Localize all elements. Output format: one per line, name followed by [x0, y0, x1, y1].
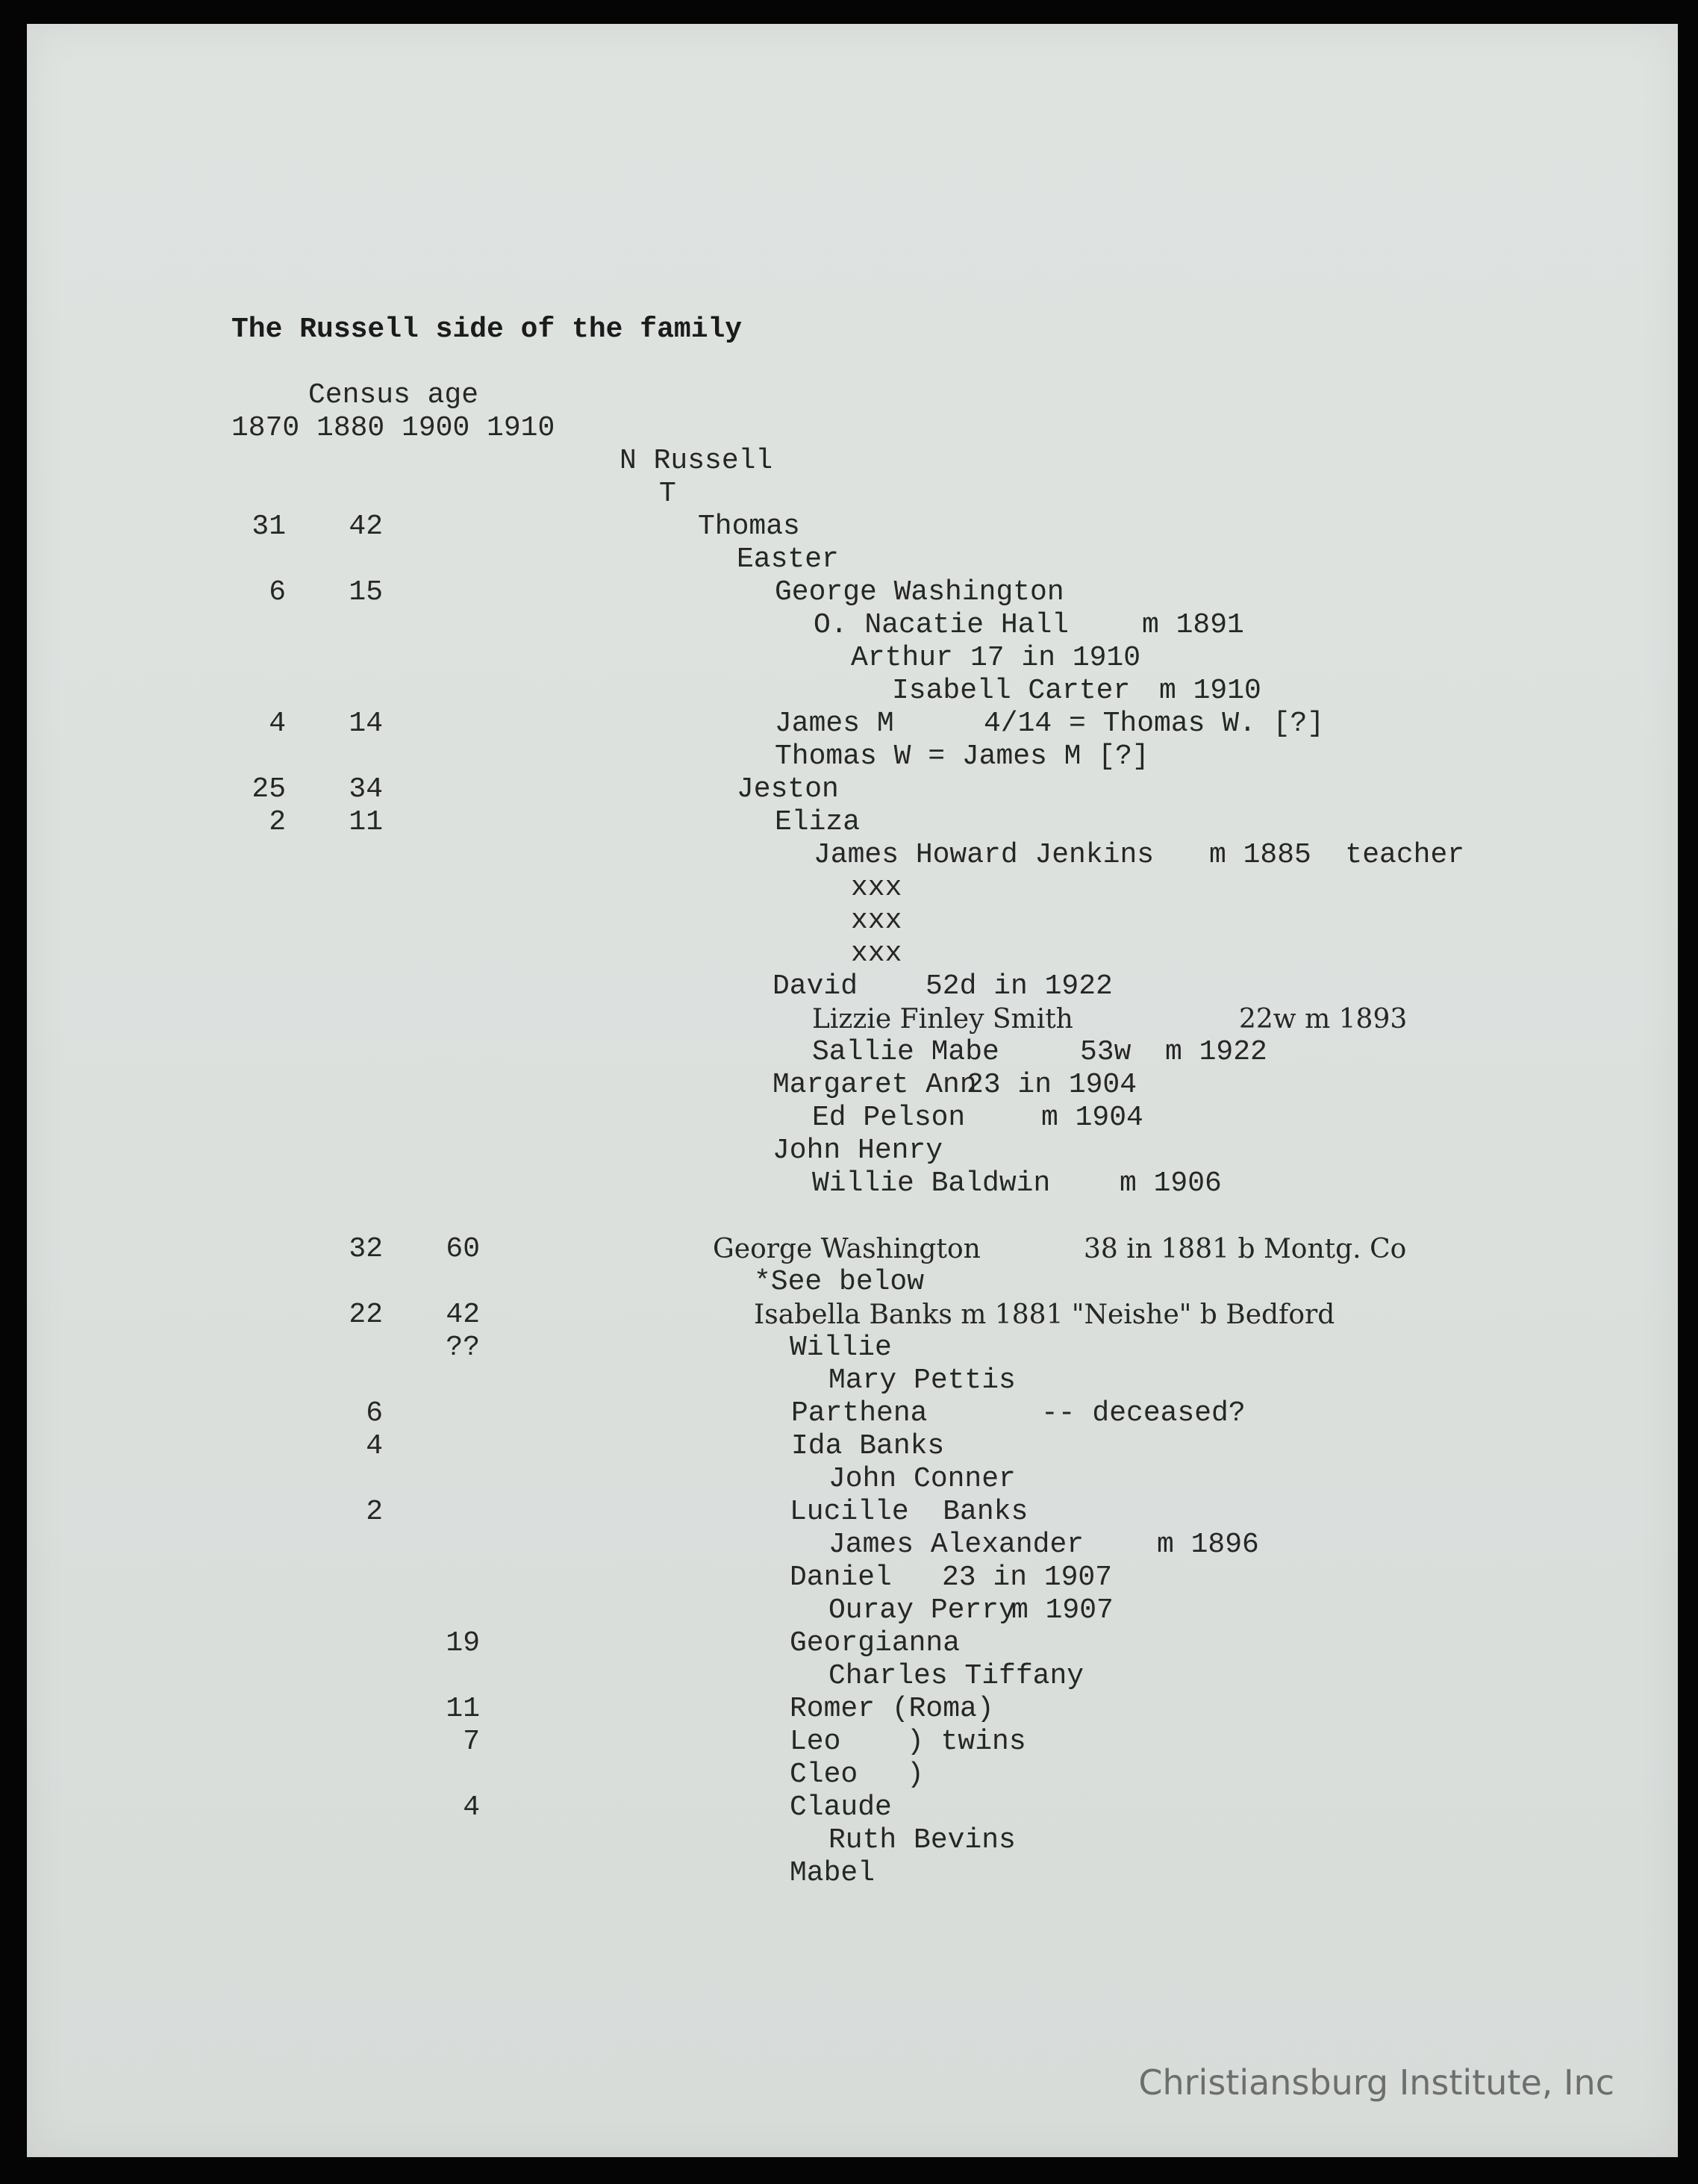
census-age-1870: 25	[252, 773, 286, 805]
person-name: Willie	[790, 1332, 892, 1364]
census-age-1880: 32	[349, 1233, 383, 1265]
watermark-text: Christiansburg Institute, Inc	[1138, 2062, 1614, 2103]
person-note: m 1907	[1011, 1594, 1114, 1626]
census-age-1870: 4	[269, 708, 286, 740]
census-age-1900: 11	[446, 1693, 480, 1725]
person-note: 22w m 1893	[1239, 1004, 1408, 1035]
person-note: m 1904	[1041, 1102, 1143, 1134]
census-years-header: 1870 1880 1900 1910	[231, 412, 555, 444]
person-name: Isabella Banks m 1881 "Neishe" b Bedford	[754, 1300, 1335, 1330]
person-name: Claude	[790, 1791, 892, 1823]
census-age-1900: 42	[446, 1299, 480, 1331]
person-name: Ruth Bevins	[828, 1824, 1016, 1856]
person-name: Willie Baldwin	[812, 1167, 1051, 1199]
person-name: John Henry	[772, 1135, 943, 1167]
census-age-1900: 19	[446, 1627, 480, 1659]
person-name: xxx	[851, 905, 902, 937]
census-age-1900: ??	[446, 1332, 480, 1364]
person-name: George Washington	[713, 1234, 981, 1264]
person-note: ) twins	[907, 1726, 1026, 1758]
person-name: Mary Pettis	[828, 1364, 1016, 1397]
person-note: 52d in 1922	[926, 970, 1113, 1002]
person-name: O. Nacatie Hall	[814, 609, 1070, 641]
census-age-1870: 6	[269, 576, 286, 608]
person-note: m 1891	[1142, 609, 1244, 641]
person-name: Isabell Carter	[892, 675, 1131, 707]
person-name: Charles Tiffany	[828, 1660, 1084, 1692]
person-name: Lucille Banks	[790, 1496, 1029, 1528]
person-name: David	[772, 970, 858, 1002]
person-name: T	[659, 478, 676, 510]
document-title: The Russell side of the family	[231, 313, 743, 346]
person-note: 38 in 1881 b Montg. Co	[1084, 1234, 1407, 1264]
person-name: Easter	[737, 543, 839, 575]
person-note: 17 in 1910	[970, 642, 1141, 674]
census-age-1880: 11	[349, 806, 383, 838]
person-name: xxx	[851, 872, 902, 904]
person-name: Ed Pelson	[812, 1102, 966, 1134]
person-name: xxx	[851, 937, 902, 970]
census-age-1900: 7	[463, 1726, 480, 1758]
person-name: Georgianna	[790, 1627, 961, 1659]
person-name: Eliza	[775, 806, 861, 838]
person-note: -- deceased?	[1041, 1397, 1246, 1429]
person-name: George Washington	[775, 576, 1064, 608]
census-age-1880: 14	[349, 708, 383, 740]
census-age-1880: 22	[349, 1299, 383, 1331]
person-note: 53w m 1922	[1080, 1036, 1267, 1068]
person-name: Leo	[790, 1726, 841, 1758]
person-name: James M	[775, 708, 894, 740]
person-name: N Russell	[619, 445, 773, 477]
census-age-label: Census age	[308, 379, 479, 411]
person-name: Ida Banks	[791, 1430, 945, 1462]
census-age-1900: 60	[446, 1233, 480, 1265]
person-name: Ouray Perry	[828, 1594, 1016, 1626]
person-name: Romer (Roma)	[790, 1693, 994, 1725]
person-name: Daniel	[790, 1561, 892, 1594]
person-name: Mabel	[790, 1857, 875, 1889]
person-note: m 1906	[1120, 1167, 1222, 1199]
person-note: )	[907, 1759, 924, 1791]
census-age-1880: 4	[366, 1430, 383, 1462]
person-name: *See below	[754, 1266, 925, 1298]
person-note: 23 in 1904	[967, 1069, 1137, 1101]
census-age-1880: 2	[366, 1496, 383, 1528]
person-name: Lizzie Finley Smith	[812, 1004, 1073, 1035]
person-name: Margaret Ann	[772, 1069, 977, 1101]
person-name: James Howard Jenkins	[814, 839, 1155, 871]
person-name: Arthur	[851, 642, 953, 674]
census-age-1880: 6	[366, 1397, 383, 1429]
person-name: Cleo	[790, 1759, 858, 1791]
census-age-1880: 42	[349, 511, 383, 543]
person-note: m 1896	[1157, 1529, 1259, 1561]
person-note: m 1885 teacher	[1209, 839, 1465, 871]
person-name: Sallie Mabe	[812, 1036, 999, 1068]
census-age-1870: 2	[269, 806, 286, 838]
person-name: James Alexander	[828, 1529, 1084, 1561]
census-age-1900: 4	[463, 1791, 480, 1823]
person-note: m 1910	[1159, 675, 1261, 707]
person-name: Thomas	[698, 511, 800, 543]
census-age-1870: 31	[252, 511, 286, 543]
person-name: Thomas W = James M [?]	[775, 740, 1149, 773]
person-name: John Conner	[828, 1463, 1016, 1495]
person-name: Parthena	[791, 1397, 928, 1429]
person-note: 4/14 = Thomas W. [?]	[984, 708, 1325, 740]
person-name: Jeston	[737, 773, 839, 805]
person-note: 23 in 1907	[942, 1561, 1113, 1594]
census-age-1880: 34	[349, 773, 383, 805]
census-age-1880: 15	[349, 576, 383, 608]
